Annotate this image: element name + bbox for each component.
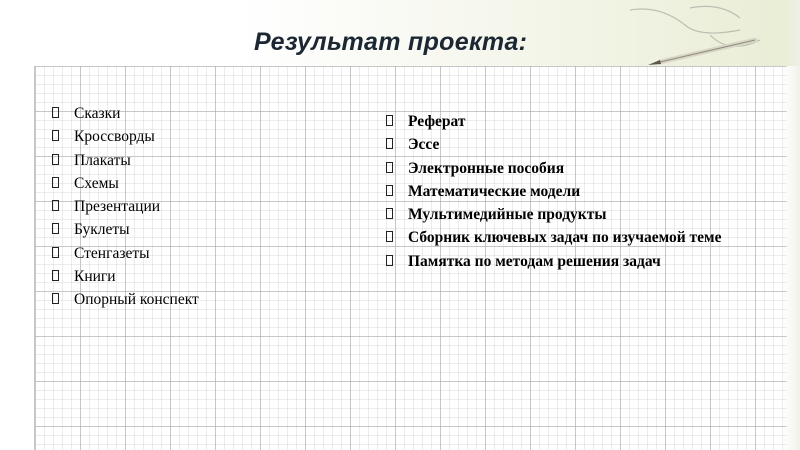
square-bullet-icon [52,200,59,211]
square-bullet-icon [386,138,393,149]
list-item [386,133,781,156]
list-item-label: Буклеты [74,221,130,239]
square-bullet-icon [52,177,59,188]
page-title: Результат проекта: [254,28,528,56]
list-item-label: Эссе [408,136,440,154]
square-bullet-icon [52,247,59,258]
square-bullet-icon [52,107,59,118]
list-item-label: Презентации [74,198,161,216]
list-item-label: Плакаты [74,151,131,169]
square-bullet-icon [386,231,393,242]
list-item [52,149,352,172]
list-item-label: Сборник ключевых задач по изучаемой теме [408,229,722,247]
list-item [52,288,352,311]
list-item-label: Опорный конспект [74,291,199,309]
list-item-label: Стенгазеты [74,244,150,262]
list-item-label: Кроссворды [74,128,155,146]
list-item [386,110,781,133]
square-bullet-icon [52,293,59,304]
list-item-label: Электронные пособия [408,159,565,177]
square-bullet-icon [386,208,393,219]
list-item [386,226,781,249]
square-bullet-icon [386,255,393,266]
square-bullet-icon [52,223,59,234]
list-item-label: Схемы [74,174,119,192]
list-item-label: Мультимедийные продукты [408,206,607,224]
list-item-label: Сказки [74,105,121,122]
list-item [386,203,781,226]
list-item [386,180,781,203]
list-item [386,157,781,180]
list-item [386,250,781,273]
list-item [52,125,352,148]
square-bullet-icon [386,115,393,126]
square-bullet-icon [52,130,59,141]
list-item-label: Книги [74,268,116,286]
square-bullet-icon [52,270,59,281]
list-item-label: Памятка по методам решения задач [408,252,661,270]
right-list [386,110,781,273]
square-bullet-icon [386,185,393,196]
list-item [52,195,352,218]
list-item [52,218,352,241]
left-list [52,102,352,312]
list-item-label: Математические модели [408,182,581,200]
list-item [52,102,352,125]
square-bullet-icon [386,162,393,173]
list-item-label: Реферат [408,113,466,130]
list-item [52,172,352,195]
list-item [52,265,352,288]
square-bullet-icon [52,154,59,165]
pencil-glasses-icon [590,0,800,70]
page-edge [782,0,800,450]
list-item [52,242,352,265]
